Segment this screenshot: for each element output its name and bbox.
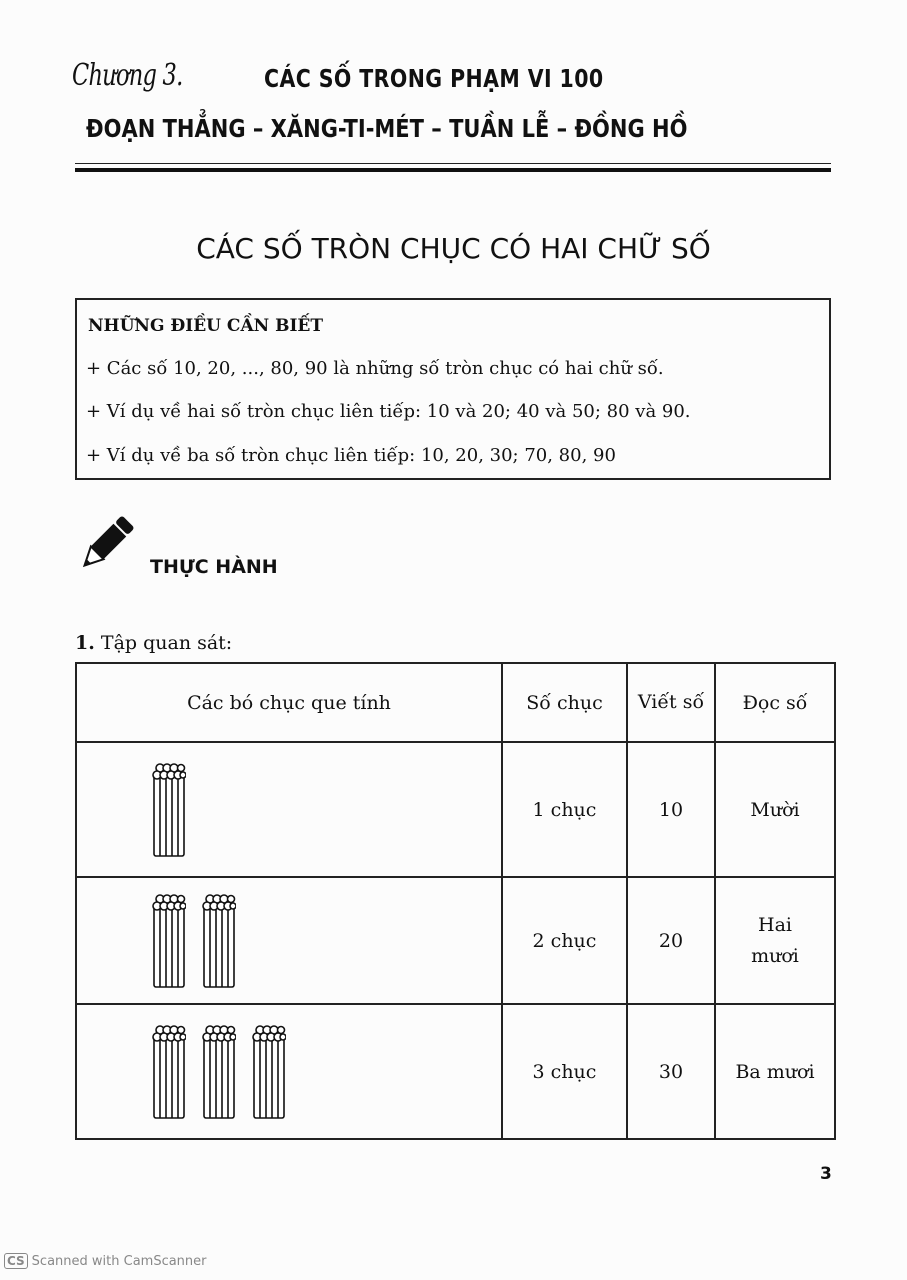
stick-bundle-icon — [152, 762, 186, 858]
stick-bundle-icon — [152, 1024, 186, 1120]
header-tens: Số chục — [502, 663, 627, 742]
header-read-number: Đọc số — [715, 663, 835, 742]
tens-cell: 3 chục — [502, 1004, 627, 1139]
camscanner-logo: CS — [4, 1253, 28, 1269]
table-row — [76, 1004, 835, 1139]
counting-table — [75, 662, 836, 1140]
chapter-title-line1: CÁC SỐ TRONG PHẠM VI 100 — [264, 64, 604, 93]
exercise-title — [75, 632, 232, 654]
practice-heading: THỰC HÀNH — [150, 556, 278, 578]
knowledge-line: + Ví dụ về hai số tròn chục liên tiếp: 10 và 20; 40 và 50; 80 và 90. — [86, 401, 691, 422]
number-cell: 30 — [627, 1004, 715, 1139]
stick-bundle-icon — [252, 1024, 286, 1120]
header-write-number: Viết số — [627, 663, 715, 742]
scanner-watermark — [4, 1253, 207, 1269]
header-bundles: Các bó chục que tính — [76, 663, 502, 742]
bundles-cell — [76, 742, 502, 877]
divider — [75, 163, 831, 164]
bundles-cell — [76, 877, 502, 1004]
reading-cell: Hai mươi — [715, 877, 835, 1004]
table-row — [76, 742, 835, 877]
bundles-cell — [76, 1004, 502, 1139]
lesson-title: CÁC SỐ TRÒN CHỤC CÓ HAI CHỮ SỐ — [196, 232, 711, 265]
stick-bundle-icon — [152, 893, 186, 989]
number-cell: 20 — [627, 877, 715, 1004]
knowledge-line: + Ví dụ về ba số tròn chục liên tiếp: 10, 20, 30; 70, 80, 90 — [86, 445, 616, 466]
reading-cell: Mười — [715, 742, 835, 877]
reading-cell: Ba mươi — [715, 1004, 835, 1139]
divider — [75, 168, 831, 172]
stick-bundle-icon — [202, 893, 236, 989]
knowledge-line: + Các số 10, 20, ..., 80, 90 là những số tròn chục có hai chữ số. — [86, 358, 664, 379]
tens-cell: 1 chục — [502, 742, 627, 877]
exercise-number: 1. — [75, 632, 95, 654]
stick-bundle-icon — [202, 1024, 236, 1120]
watermark-text: Scanned with CamScanner — [31, 1253, 207, 1269]
knowledge-heading: NHỮNG ĐIỀU CẦN BIẾT — [88, 316, 324, 336]
page-number: 3 — [820, 1164, 832, 1184]
table-header-row — [76, 663, 835, 742]
knowledge-box — [75, 298, 831, 480]
exercise-label: Tập quan sát: — [100, 632, 233, 654]
chapter-label: Chương 3. — [72, 58, 183, 93]
number-cell: 10 — [627, 742, 715, 877]
tens-cell: 2 chục — [502, 877, 627, 1004]
table-row — [76, 877, 835, 1004]
pencil-icon — [72, 512, 138, 582]
chapter-title-line2: ĐOẠN THẲNG – XĂNG-TI-MÉT – TUẦN LỄ – ĐỒNG HỒ — [86, 114, 688, 143]
